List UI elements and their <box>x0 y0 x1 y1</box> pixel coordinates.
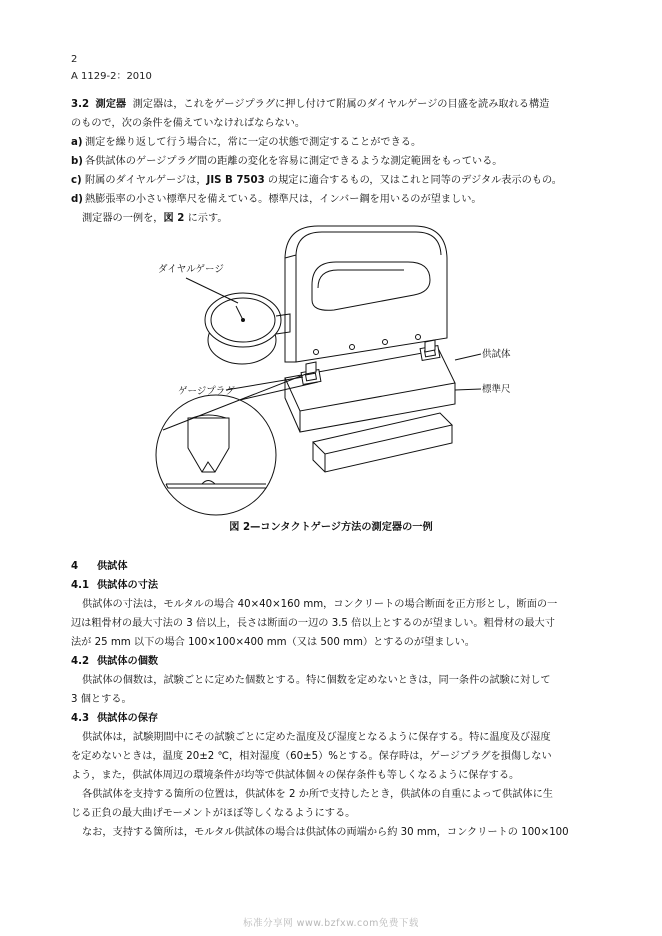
paragraph-line: 法が 25 mm 以下の場合 100×100×400 mm（又は 500 mm）とするのが望ましい。 <box>71 637 475 648</box>
list-label: c) <box>71 175 82 186</box>
paragraph-line: 3 個とする。 <box>71 694 132 705</box>
paragraph-line: 供試体の寸法は，モルタルの場合 40×40×160 mm，コンクリートの場合断面を正方形とし，断面の一 <box>82 599 558 610</box>
page-number: 2 <box>71 54 78 65</box>
section-number: 4.3 <box>71 713 90 724</box>
paragraph-text: 測定器は，これをゲージプラグに押し付けて附属のダイヤルゲージの目盛を読み取れる構造 <box>132 99 550 110</box>
section-title: 供試体の保存 <box>97 713 159 724</box>
paragraph-text: に示す。 <box>184 213 228 224</box>
paragraph-line: じる正負の最大曲げモーメントがほぼ等しくなるようにする。 <box>71 808 356 819</box>
paragraph-line: 供試体の個数は，試験ごとに定めた個数とする。特に個数を定めないときは，同一条件の試験に対して <box>82 675 551 686</box>
section-title: 供試体 <box>97 561 128 572</box>
figure-caption: 図 2—コンタクトゲージ方法の測定器の一例 <box>229 522 433 533</box>
section-number: 4 <box>71 561 79 572</box>
paragraph-text: のもので，次の条件を備えていなければならない。 <box>71 118 306 129</box>
paragraph-line: よう，また，供試体周辺の環境条件が均等で供試体個々の保存条件も等しくなるように保存する。 <box>71 770 520 781</box>
paragraph-line: を定めないときは，温度 20±2 ℃，相対湿度（60±5）%とする。保存時は，ゲージプラグを損傷しない <box>71 751 552 762</box>
section-number: 3.2 <box>71 99 90 110</box>
section-number: 4.2 <box>71 656 90 667</box>
section-title: 供試体の寸法 <box>97 580 159 591</box>
list-label: a) <box>71 137 83 148</box>
list-text: 熱膨張率の小さい標準尺を備えている。標準尺は，インバー鋼を用いるのが望ましい。 <box>85 194 482 205</box>
list-text: の規定に適合するもの，又はこれと同等のデジタル表示のもの。 <box>264 175 562 186</box>
label-specimen: 供試体 <box>482 349 511 360</box>
section-4-1-heading <box>71 576 593 595</box>
paragraph-line: 辺は粗骨材の最大寸法の 3 倍以上，長さは断面の一辺の 3.5 倍以上とするのが望ましい。粗骨材の最大寸 <box>71 618 555 629</box>
section-4-2-heading <box>71 652 593 671</box>
document-id: A 1129-2：2010 <box>71 71 152 82</box>
list-label: d) <box>71 194 83 205</box>
measuring-frame <box>285 226 447 362</box>
label-gauge-plug: ゲージプラグ <box>178 386 235 397</box>
paragraph-line: なお，支持する箇所は，モルタル供試体の場合は供試体の両端から約 30 mm，コンクリートの 100×100 <box>82 827 569 838</box>
paragraph-line: 供試体は，試験期間中にその試験ごとに定めた温度及び湿度となるように保存する。特に温度及び湿度 <box>82 732 551 743</box>
list-text: 附属のダイヤルゲージは， <box>85 175 207 186</box>
section-4-heading <box>71 557 593 576</box>
figure-ref: 図 2 <box>163 213 185 224</box>
list-text: 各供試体のゲージプラグ間の距離の変化を容易に測定できるような測定範囲をもっている。 <box>85 156 503 167</box>
list-label: b) <box>71 156 83 167</box>
label-dial-gauge: ダイヤルゲージ <box>158 264 224 275</box>
section-title: 測定器 <box>95 99 127 110</box>
label-standard-bar: 標準尺 <box>482 384 511 395</box>
list-text: 測定を繰り返して行う場合に，常に一定の状態で測定することができる。 <box>85 137 422 148</box>
jis-reference: JIS B 7503 <box>206 175 265 186</box>
frame-side-face <box>285 255 296 362</box>
section-title: 供試体の個数 <box>97 656 159 667</box>
watermark: 标准分享网 www.bzfxw.com免费下载 <box>243 918 419 929</box>
section-number: 4.1 <box>71 580 90 591</box>
section-4-3-heading <box>71 709 593 728</box>
paragraph-line: 各供試体を支持する箇所の位置は，供試体を 2 か所で支持したとき，供試体の自重によって供試体に生 <box>82 789 553 800</box>
paragraph-text: 測定器の一例を， <box>82 213 164 224</box>
